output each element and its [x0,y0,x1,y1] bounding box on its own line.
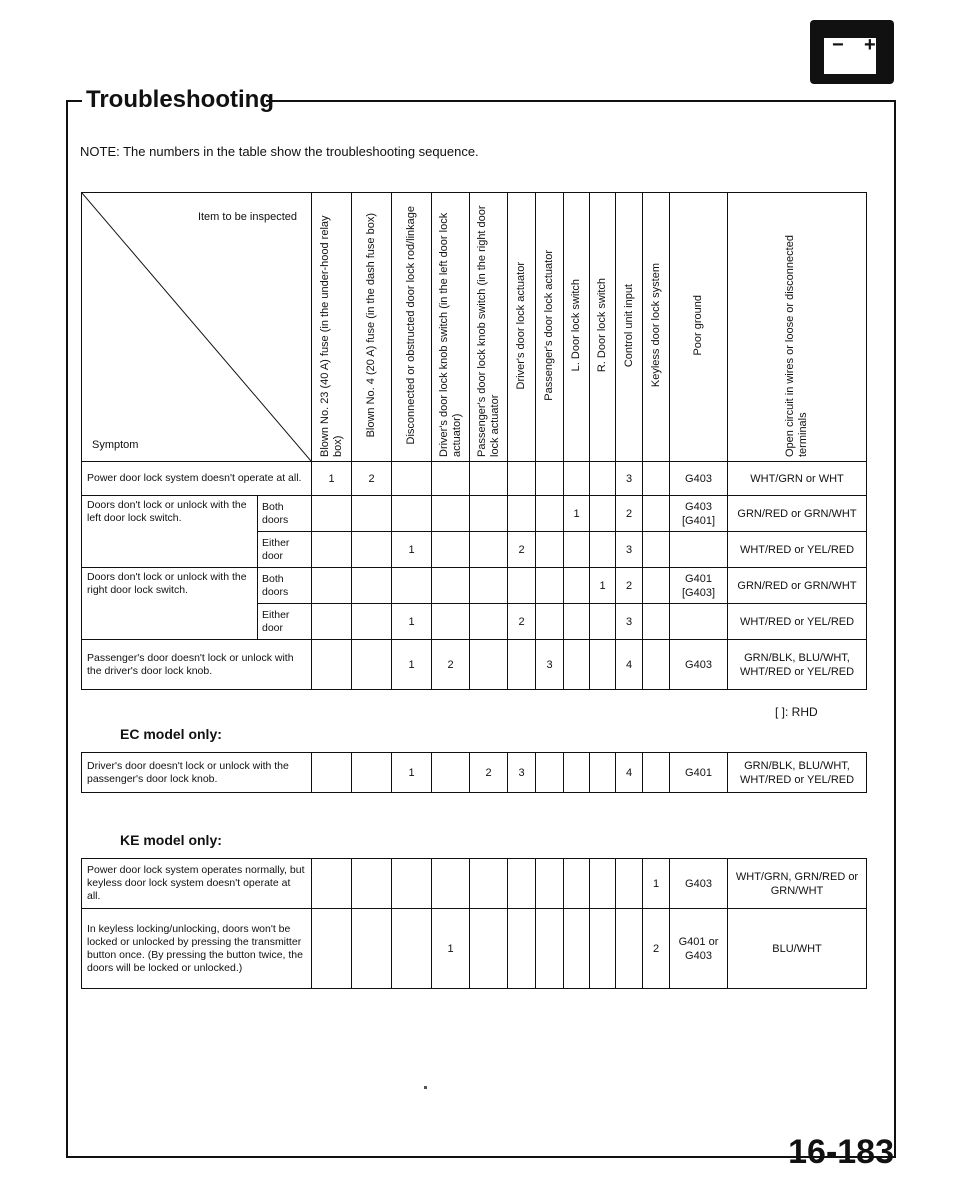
sequence-cell: 1 [312,462,352,496]
corner-cell [82,193,312,462]
sequence-cell [590,496,616,532]
sequence-cell [508,909,536,989]
sequence-cell [590,909,616,989]
wire-cell: WHT/RED or YEL/RED [728,532,867,568]
table-row [82,753,867,793]
col-header-label: R. Door lock switch [596,278,608,373]
corner-diagonal [82,193,311,461]
sequence-cell [564,532,590,568]
symptom-cell: Power door lock system operates normally, but keyless door lock system doesn't operate at all. [82,859,312,909]
sequence-cell [432,496,470,532]
sequence-cell [352,532,392,568]
sequence-cell [312,532,352,568]
symptom-cell: Doors don't lock or unlock with the right door lock switch. [82,568,258,640]
symptom-cell: Power door lock system doesn't operate at all. [82,462,312,496]
col-header-control-unit [616,193,643,462]
ground-cell [670,532,728,568]
sequence-cell [643,753,670,793]
symptom-cell: Passenger's door doesn't lock or unlock with the driver's door lock knob. [82,640,312,690]
col-header-passenger-knob-switch [470,193,508,462]
col-header-lock-rod [392,193,432,462]
ground-cell: G401 [G403] [670,568,728,604]
col-header-r-switch [590,193,616,462]
col-header-keyless [643,193,670,462]
page-number: 16-183 [788,1133,894,1171]
sequence-cell [352,753,392,793]
sequence-cell [508,496,536,532]
sequence-cell [643,496,670,532]
sequence-cell [432,859,470,909]
sequence-cell [432,462,470,496]
sequence-cell [470,604,508,640]
page-title: Troubleshooting [86,86,274,113]
table-row [82,909,867,989]
sequence-cell: 4 [616,640,643,690]
sequence-cell [590,462,616,496]
main-troubleshooting-table [81,192,867,690]
sequence-cell [312,604,352,640]
col-header-label: Driver's door lock actuator [515,261,527,390]
wire-cell: BLU/WHT [728,909,867,989]
table-row [82,462,867,496]
col-header-driver-knob-switch [432,193,470,462]
sequence-cell [392,496,432,532]
sequence-cell [590,859,616,909]
sequence-cell [508,640,536,690]
sequence-cell: 1 [392,753,432,793]
sequence-cell [508,462,536,496]
sequence-cell [470,496,508,532]
symptom-cell: Driver's door doesn't lock or unlock with the passenger's door lock knob. [82,753,312,793]
sub-condition-cell: Either door [258,532,312,568]
col-header-fuse-4 [352,193,392,462]
col-header-driver-actuator [508,193,536,462]
col-header-label: Passenger's door lock actuator [543,250,555,401]
wire-cell: GRN/RED or GRN/WHT [728,568,867,604]
sequence-cell: 3 [616,604,643,640]
ke-section-title: KE model only: [120,832,222,848]
sequence-cell [352,640,392,690]
sequence-cell [470,640,508,690]
sequence-cell [564,909,590,989]
sequence-cell [536,604,564,640]
sequence-cell: 2 [508,604,536,640]
sequence-cell [536,462,564,496]
sequence-cell [643,604,670,640]
ground-cell: G401 or G403 [670,909,728,989]
sequence-cell: 2 [352,462,392,496]
sequence-cell: 2 [432,640,470,690]
sequence-cell [616,909,643,989]
sequence-cell [312,859,352,909]
ec-section-title: EC model only: [120,726,222,742]
sequence-cell: 3 [616,462,643,496]
sequence-cell [392,909,432,989]
col-header-label: Blown No. 4 (20 A) fuse (in the dash fuse box) [365,213,377,438]
sequence-cell [432,568,470,604]
sequence-cell: 2 [643,909,670,989]
col-header-label: Disconnected or obstructed door lock rod/linkage [405,206,417,445]
sequence-cell [470,532,508,568]
table-note: NOTE: The numbers in the table show the troubleshooting sequence. [80,144,479,159]
col-header-label: Poor ground [692,295,704,356]
sequence-cell [392,462,432,496]
sequence-cell [643,568,670,604]
sequence-cell [643,462,670,496]
sequence-cell: 2 [616,568,643,604]
wire-cell: GRN/BLK, BLU/WHT, WHT/RED or YEL/RED [728,753,867,793]
col-header-label: L. Door lock switch [570,279,582,372]
sequence-cell [536,568,564,604]
sub-condition-cell: Both doors [258,568,312,604]
corner-symptom-label: Symptom [92,439,139,451]
sequence-cell [432,753,470,793]
sequence-cell [352,568,392,604]
symptom-cell: In keyless locking/unlocking, doors won't be locked or unlocked by pressing the transmitter button once. (By pressing the button twice, the doors will be locked or unlocked.) [82,909,312,989]
sequence-cell [536,859,564,909]
sequence-cell [312,753,352,793]
frame-top-right [266,100,894,102]
sequence-cell [564,753,590,793]
sequence-cell: 1 [392,640,432,690]
col-header-open-circuit [728,193,867,462]
wire-cell: GRN/BLK, BLU/WHT, WHT/RED or YEL/RED [728,640,867,690]
sequence-cell [352,859,392,909]
sequence-cell: 2 [470,753,508,793]
ground-cell: G403 [670,640,728,690]
col-header-fuse-23 [312,193,352,462]
col-header-label: Passenger's door lock knob switch (in the right door lock actuator [475,204,501,457]
col-header-poor-ground [670,193,728,462]
sequence-cell [392,568,432,604]
wire-cell: WHT/GRN, GRN/RED or GRN/WHT [728,859,867,909]
sequence-cell [352,496,392,532]
sequence-cell [352,909,392,989]
table-row [82,496,867,532]
col-header-label: Keyless door lock system [649,263,662,388]
rhd-legend: [ ]: RHD [775,705,818,719]
sequence-cell [536,496,564,532]
ground-cell: G401 [670,753,728,793]
sequence-cell [643,640,670,690]
col-header-label: Blown No. 23 (40 A) fuse (in the under-hood relay box) [318,214,344,457]
table-row [82,859,867,909]
sequence-cell [536,753,564,793]
sequence-cell: 3 [536,640,564,690]
sequence-cell [590,532,616,568]
sequence-cell: 1 [392,604,432,640]
sequence-cell [564,604,590,640]
sequence-cell [470,909,508,989]
sequence-cell [470,859,508,909]
sequence-cell [312,496,352,532]
sequence-cell [616,859,643,909]
sequence-cell: 3 [616,532,643,568]
col-header-l-switch [564,193,590,462]
sequence-cell: 1 [432,909,470,989]
col-header-label: Control unit input [622,283,635,368]
sequence-cell [508,568,536,604]
ground-cell: G403 [670,859,728,909]
sequence-cell [470,568,508,604]
sequence-cell [392,859,432,909]
ke-table [81,858,867,989]
sequence-cell [564,640,590,690]
sequence-cell [536,532,564,568]
sequence-cell: 4 [616,753,643,793]
sequence-cell [312,909,352,989]
wire-cell: WHT/RED or YEL/RED [728,604,867,640]
table-row [82,640,867,690]
col-header-passenger-actuator [536,193,564,462]
col-header-label: Open circuit in wires or loose or disconnected terminals [784,234,809,457]
sequence-cell [432,532,470,568]
frame-top-left [66,100,82,102]
sequence-cell [590,640,616,690]
sequence-cell [312,568,352,604]
ec-table [81,752,867,793]
sequence-cell [564,568,590,604]
wire-cell: WHT/GRN or WHT [728,462,867,496]
minus-sign: − [832,34,844,56]
sequence-cell: 3 [508,753,536,793]
sequence-cell [470,462,508,496]
sequence-cell [564,859,590,909]
sub-condition-cell: Either door [258,604,312,640]
sequence-cell [508,859,536,909]
sequence-cell [564,462,590,496]
sequence-cell: 1 [392,532,432,568]
stray-dot [424,1086,427,1089]
ground-cell [670,604,728,640]
plus-sign: + [864,34,876,56]
sequence-cell [536,909,564,989]
sequence-cell [590,604,616,640]
sequence-cell [643,532,670,568]
sequence-cell [432,604,470,640]
header-row [82,193,867,462]
sequence-cell: 2 [616,496,643,532]
col-header-label: Driver's door lock knob switch (in the left door lock actuator) [437,212,463,457]
sub-condition-cell: Both doors [258,496,312,532]
sequence-cell [590,753,616,793]
wire-cell: GRN/RED or GRN/WHT [728,496,867,532]
ground-cell: G403 [G401] [670,496,728,532]
symptom-cell: Doors don't lock or unlock with the left door lock switch. [82,496,258,568]
sequence-cell: 2 [508,532,536,568]
ground-cell: G403 [670,462,728,496]
corner-item-label: Item to be inspected [197,211,297,223]
sequence-cell: 1 [564,496,590,532]
table-row [82,568,867,604]
sequence-cell: 1 [643,859,670,909]
sequence-cell [352,604,392,640]
sequence-cell [312,640,352,690]
sequence-cell: 1 [590,568,616,604]
battery-icon [810,20,894,84]
